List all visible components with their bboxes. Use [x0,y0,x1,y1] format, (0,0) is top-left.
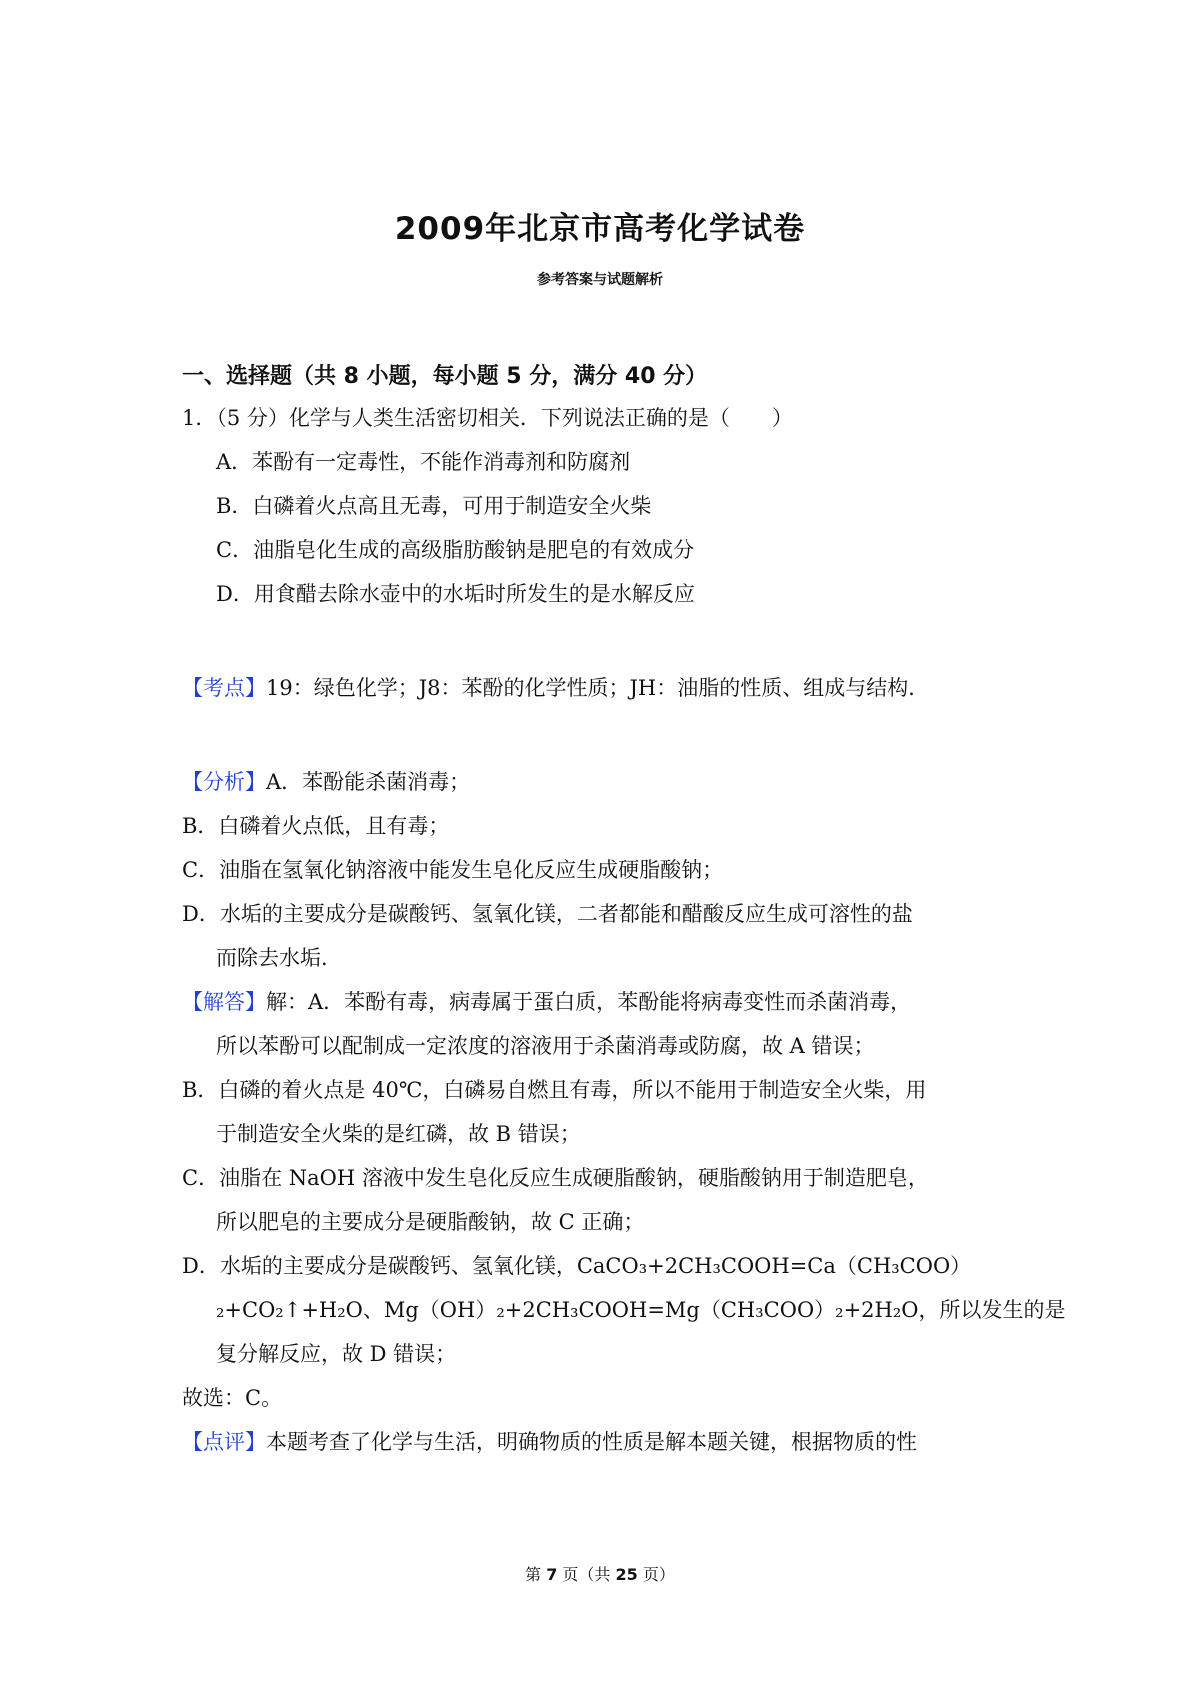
dianping-text: 本题考查了化学与生活，明确物质的性质是解本题关键，根据物质的性 [266,1430,917,1454]
jieda-line [182,988,911,1016]
jieda-c: C．油脂在 NaOH 溶液中发生皂化反应生成硬脂酸钠，硬脂酸钠用于制造肥皂， [182,1166,929,1190]
question-stem: 1．（5 分）化学与人类生活密切相关．下列说法正确的是（ ） [182,406,793,430]
fenxi-d-cont: 而除去水垢． [216,946,342,970]
jieda-b-cont: 于制造安全火柴的是红磷，故 B 错误； [216,1122,581,1146]
jieda-a-cont: 所以苯酚可以配制成一定浓度的溶液用于杀菌消毒或防腐，故 A 错误； [216,1034,875,1058]
option-c: C．油脂皂化生成的高级脂肪酸钠是肥皂的有效成分 [216,538,695,562]
jieda-d-cont: 复分解反应，故 D 错误； [216,1342,457,1366]
jieda-tag: 【解答】 [182,990,266,1014]
jieda-d-equations: ₂+CO₂↑+H₂O、Mg（OH）₂+2CH₃COOH=Mg（CH₃COO）₂+2H₂O，所以发生的是 [216,1298,1066,1322]
option-a: A．苯酚有一定毒性，不能作消毒剂和防腐剂 [216,450,631,474]
jieda-b: B．白磷的着火点是 40℃，白磷易自燃且有毒，所以不能用于制造安全火柴，用 [182,1078,927,1102]
fenxi-first: A．苯酚能杀菌消毒； [266,770,471,794]
fenxi-d: D．水垢的主要成分是碳酸钙、氢氧化镁，二者都能和醋酸反应生成可溶性的盐 [182,902,913,926]
fenxi-b: B．白磷着火点低，且有毒； [182,814,450,838]
option-b: B．白磷着火点高且无毒，可用于制造安全火柴 [216,494,652,518]
dianping-tag: 【点评】 [182,1430,266,1454]
option-d: D．用食醋去除水壶中的水垢时所发生的是水解反应 [216,582,695,606]
jieda-first: 解：A．苯酚有毒，病毒属于蛋白质，苯酚能将病毒变性而杀菌消毒， [266,990,912,1014]
dianping-line [182,1428,917,1456]
page-footer [0,1562,1200,1585]
footer-page-number: 7 [546,1565,558,1584]
answer-choice: 故选：C。 [182,1386,283,1410]
footer-total-pages: 25 [615,1565,638,1584]
section-heading: 一、选择题（共 8 小题，每小题 5 分，满分 40 分） [182,364,708,389]
jieda-c-cont: 所以肥皂的主要成分是硬脂酸钠，故 C 正确； [216,1210,645,1234]
kaodian-text: 19：绿色化学；J8：苯酚的化学性质；JH：油脂的性质、组成与结构． [266,676,930,700]
page-subtitle: 参考答案与试题解析 [537,272,663,288]
footer-middle: 页（共 [562,1565,611,1584]
fenxi-line [182,768,470,796]
footer-prefix: 第 [525,1565,542,1584]
page-title: 2009年北京市高考化学试卷 [394,211,806,247]
footer-suffix: 页） [642,1565,675,1584]
fenxi-c: C．油脂在氢氧化钠溶液中能发生皂化反应生成硬脂酸钠； [182,858,724,882]
fenxi-tag: 【分析】 [182,770,266,794]
kaodian-line [182,674,929,702]
jieda-d: D．水垢的主要成分是碳酸钙、氢氧化镁，CaCO₃+2CH₃COOH=Ca（CH₃COO） [182,1254,972,1278]
kaodian-tag: 【考点】 [182,676,266,700]
